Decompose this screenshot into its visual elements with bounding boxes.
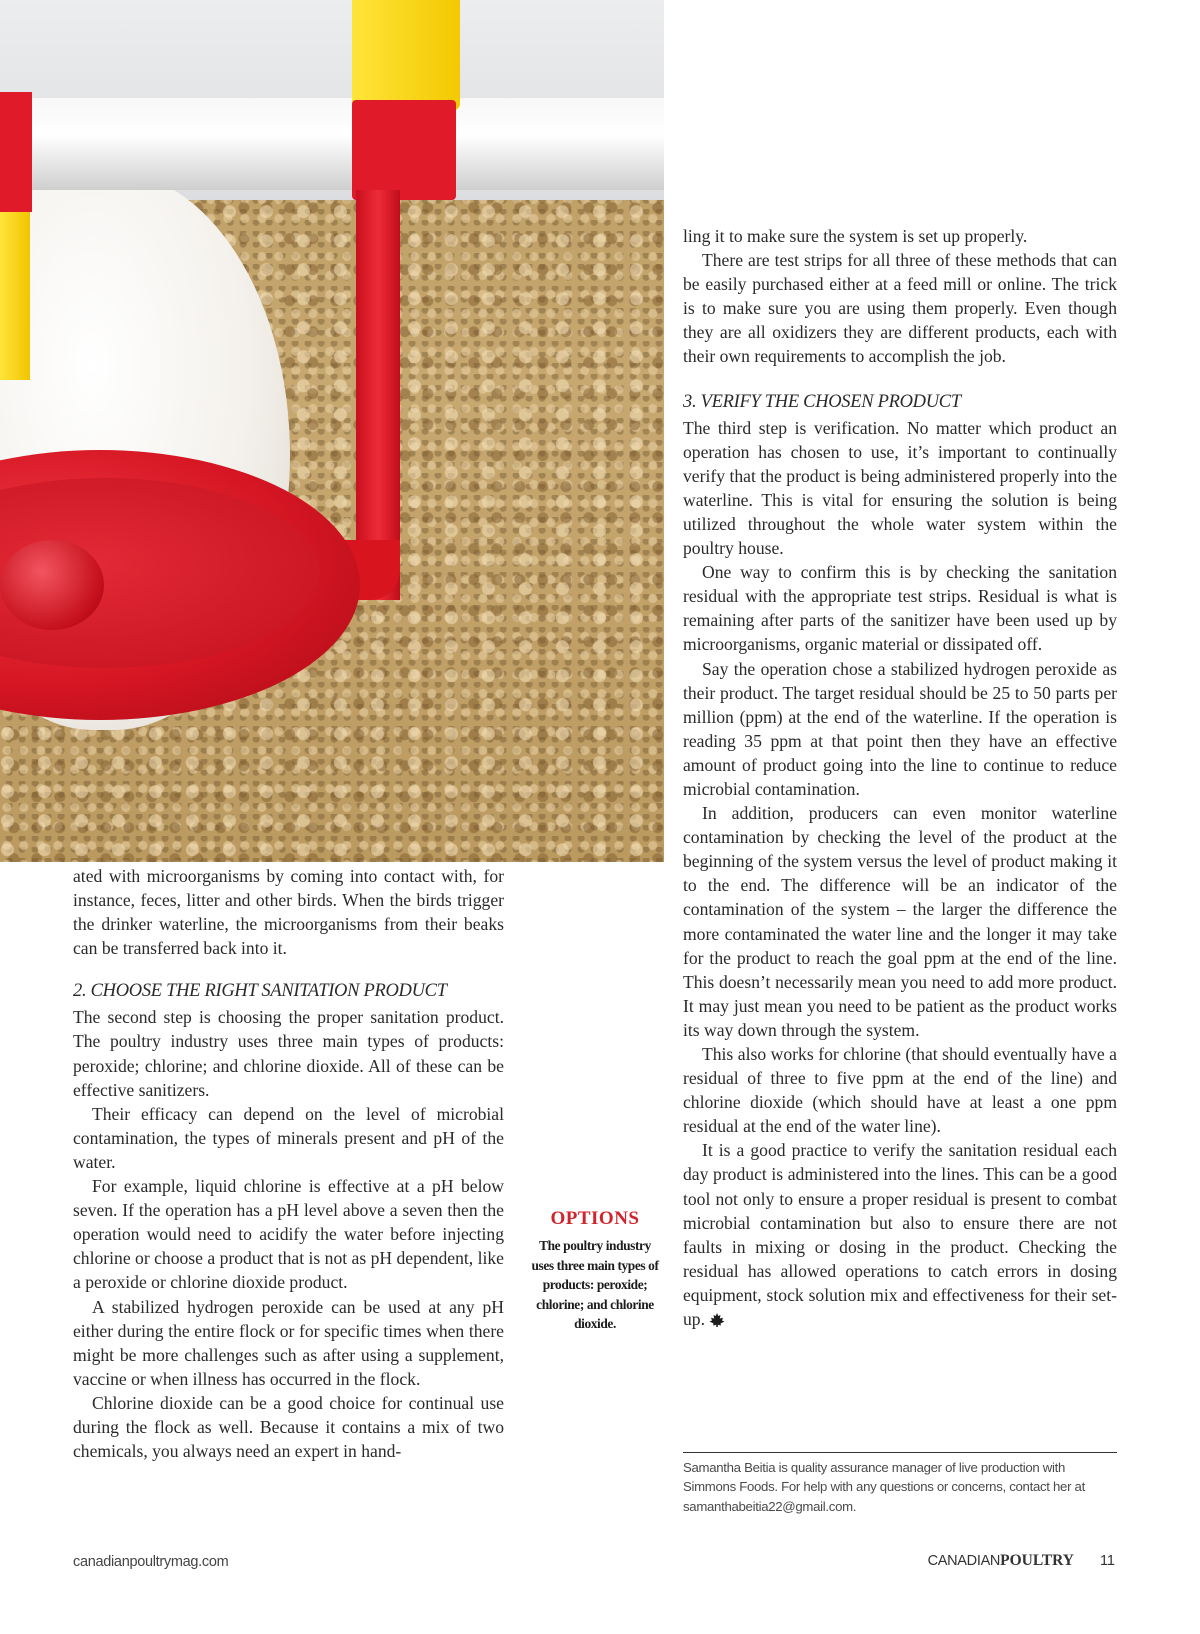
paragraph-text: It is a good practice to verify the sanitation residual each day product is administered into the lines. This can be a good tool not only to ensure a proper residual is present to combat microbial contamination but also to ensure there are not faults in mixing or dosing in the product. Checking the residual has allowed operations to catch errors in dosing equipment, stock solution mix and effectiveness for their set-up. [683,1140,1117,1330]
paragraph: This also works for chlorine (that should eventually have a residual of three to five ppm at the end of the line) and chlorine dioxide (which should have at least a one ppm residual at the end of the water line). [683,1044,1117,1137]
article-photo-chicken-drinker [0,0,664,862]
paragraph: Say the operation chose a stabilized hydrogen peroxide as their product. The target residual should be 25 to 50 parts per million (ppm) at the end of the waterline. If the operation is reading 35 ppm at that point then they have an effective amount of product going into the line to continue to reduce microbial contamination. [683,658,1117,799]
article-column-left [73,864,504,1463]
paragraph: A stabilized hydrogen peroxide can be used at any pH either during the entire flock or for specific times when there might be more challenges such as after using a supplement, vaccine or when illness has occurred in the flock. [73,1296,504,1389]
paragraph: Their efficacy can depend on the level of microbial contamination, the types of minerals present and pH of the water. [73,1103,504,1172]
brand-light: CANADIAN [927,1553,1001,1569]
brand-bold: POULTRY [1000,1552,1074,1569]
author-bio: Samantha Beitia is quality assurance manager of live production with Simmons Foods. For help with any questions or concerns, contact her at samanthabeitia22@gmail.com. [683,1460,1085,1514]
paragraph: The second step is choosing the proper sanitation product. The poultry industry uses three main types of products: peroxide; chlorine; and chlorine dioxide. All of these can be effective sanitizers. [73,1007,504,1100]
paragraph: For example, liquid chlorine is effective at a pH below seven. If the operation has a pH level above a seven then the operation would need to acidify the water before injecting chlorine or choose a product that is not as pH dependent, like a peroxide or chlorine dioxide product. [73,1176,504,1293]
paragraph: In addition, producers can even monitor waterline contamination by checking the level of the product at the beginning of the system versus the level of product making it to the end. The difference will be an indicator of the contamination of the system – the larger the difference the more contaminated the water line and the longer it may take for the product to reach the goal ppm at the end of the line. This doesn’t necessarily mean you need to add more product. It may just mean you need to be patient as the product works its way down through the system. [683,803,1117,1040]
maple-leaf-icon [709,1313,725,1327]
pull-quote [530,1208,660,1334]
paragraph: There are test strips for all three of these methods that can be easily purchased either at a feed mill or online. The trick is to make sure you are using them properly. Even though they are all oxidizers they are different products, each with their own requirements to accomplish the job. [683,250,1117,367]
paragraph: Chlorine dioxide can be a good choice for continual use during the flock as well. Because it contains a mix of two chemicals, you always need an expert in hand- [73,1392,504,1462]
section-subhead: 3. VERIFY THE CHOSEN PRODUCT [683,391,961,412]
paragraph: ated with microorganisms by coming into contact with, for instance, feces, litter and other birds. When the birds trigger the drinker waterline, the microorganisms from their beaks can be transferred back into it. [73,866,504,959]
pull-quote-heading: OPTIONS [550,1208,640,1229]
footer-website: canadianpoultrymag.com [73,1554,229,1570]
bio-divider [683,1452,1117,1453]
paragraph-last [683,1138,1117,1331]
paragraph: ling it to make sure the system is set up properly. [683,226,1028,246]
footer-masthead [928,1552,1115,1570]
section-subhead: 2. CHOOSE THE RIGHT SANITATION PRODUCT [73,981,447,1002]
paragraph: The third step is verification. No matter which product an operation has chosen to use, it’s important to continually verify that the product is being administered properly into the waterline. This is vital for ensuring the solution is being utilized throughout the whole water system within the poultry house. [683,417,1117,559]
article-column-right [683,224,1117,1331]
paragraph: One way to confirm this is by checking the sanitation residual with the appropriate test strips. Residual is what is remaining after parts of the sanitizer have been used up by microorganisms, organic material or dissipated off. [683,562,1117,655]
page-number: 11 [1099,1553,1115,1569]
pull-quote-body: The poultry industry uses three main types of products: peroxide; chlorine; and chlorine dioxide. [531,1238,659,1332]
